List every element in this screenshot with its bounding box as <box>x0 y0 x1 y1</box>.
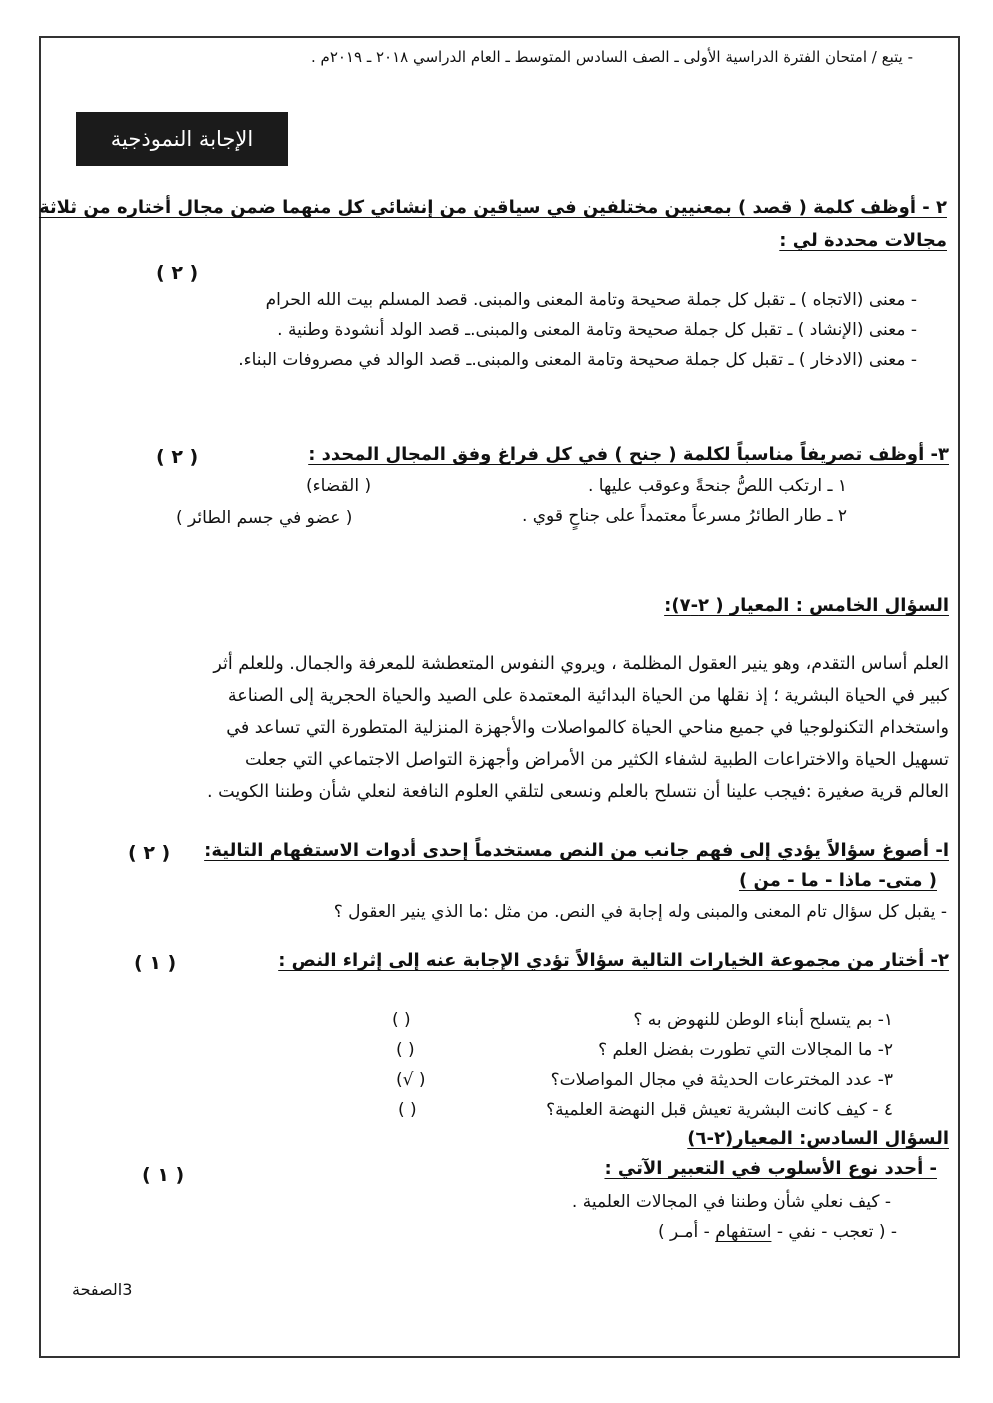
q5-option-1: ١- بم يتسلح أبناء الوطن للنهوض به ؟ <box>633 1010 893 1030</box>
q5-sub1-answer: - يقبل كل سؤال تام المعنى والمبنى وله إجابة في النص. من مثل :ما الذي ينير العقول ؟ <box>333 902 947 922</box>
model-answer-label: الإجابة النموذجية <box>76 112 288 166</box>
q2-prompt-line1: ٢ - أوظف كلمة ( قصد ) بمعنيين مختلفين في سياقين من إنشائي كل منهما ضمن مجال أختاره من ثلاثة <box>38 197 947 218</box>
q5-sub2-marks: ( ١ ) <box>134 952 177 974</box>
exam-header: - يتبع / امتحان الفترة الدراسية الأولى ـ الصف السادس المتوسط ـ العام الدراسي ٢٠١٨ ـ ٢٠١٩م . <box>310 48 913 66</box>
q2-line-1: - معنى (الاتجاه ) ـ تقبل كل جملة صحيحة وتامة المعنى والمبنى. قصد المسلم بيت الله الحرام <box>265 290 917 310</box>
q3-item-2-field: ( عضو في جسم الطائر ) <box>176 508 353 528</box>
q6-choices-suffix: - أمـر ) <box>658 1222 716 1242</box>
q6-sentence: - كيف نعلي شأن وطننا في المجالات العلمية . <box>571 1192 891 1212</box>
q5-option-4: ٤ - كيف كانت البشرية تعيش قبل النهضة العلمية؟ <box>546 1100 893 1120</box>
q5-paragraph-line-2: كبير في الحياة البشرية ؛ إذ نقلها من الحياة البدائية المعتمدة على الصيد والحياة الحجرية إلى الصناعة <box>227 686 949 706</box>
q6-choices-prefix: - ( تعجب - نفي - <box>771 1222 897 1242</box>
q5-sub1-marks: ( ٢ ) <box>128 842 171 864</box>
q6-choices-answer: استفهام <box>715 1222 772 1242</box>
q5-option-3: ٣- عدد المخترعات الحديثة في مجال المواصلات؟ <box>550 1070 893 1090</box>
q3-item-1-text: ١ ـ ارتكب اللصُّ جنحةً وعوقب عليها . <box>587 476 847 496</box>
q3-marks: ( ٢ ) <box>156 446 199 468</box>
q5-title: السؤال الخامس : المعيار ( ٢-٧): <box>664 595 949 616</box>
q3-item-1-field: ( القضاء) <box>306 476 372 496</box>
q5-option-2: ٢- ما المجالات التي تطورت بفضل العلم ؟ <box>598 1040 893 1060</box>
q5-paragraph-line-3: واستخدام التكنولوجيا في جميع مناحي الحياة كالمواصلات والأجهزة المنزلية المتطورة التي تساعد في <box>226 718 949 738</box>
q5-option-3-box-checked: ( √) <box>396 1070 426 1090</box>
q6-marks: ( ١ ) <box>142 1164 185 1186</box>
q6-prompt: - أحدد نوع الأسلوب في التعبير الآتي : <box>604 1158 937 1179</box>
q6-title: السؤال السادس: المعيار(٢-٦) <box>687 1128 949 1149</box>
q5-sub1-prompt: ا- أصوغ سؤالاً يؤدي إلى فهم جانب من النص مستخدماً إحدى أدوات الاستفهام التالية: <box>204 840 949 861</box>
q3-prompt: ٣- أوظف تصريفاً مناسباً لكلمة ( جنح ) في كل فراغ وفق المجال المحدد : <box>308 444 949 465</box>
q5-option-1-box: ( ) <box>392 1010 411 1030</box>
q5-sub2-prompt: ٢- أختار من مجموعة الخيارات التالية سؤالاً تؤدي الإجابة عنه إلى إثراء النص : <box>278 950 949 971</box>
q3-item-2-text: ٢ ـ طار الطائرُ مسرعاً معتمداً على جناحٍ قوي . <box>521 506 847 526</box>
page-number: 3الصفحة <box>72 1280 133 1299</box>
q5-sub1-tools: ( متى- ماذا - ما - من ) <box>739 870 937 891</box>
q5-paragraph-line-4: تسهيل الحياة والاختراعات الطبية لشفاء الكثير من الأمراض وأجهزة التواصل الاجتماعي التي جعلت <box>244 750 949 770</box>
q2-prompt-line2: مجالات محددة لي : <box>779 230 947 251</box>
q2-marks: ( ٢ ) <box>156 262 199 284</box>
q6-choices <box>658 1222 897 1242</box>
q5-paragraph-line-1: العلم أساس التقدم، وهو ينير العقول المظلمة ، ويروي النفوس المتعطشة للمعرفة والجمال. وللعلم أثر <box>213 654 949 674</box>
q5-option-4-box: ( ) <box>398 1100 417 1120</box>
q2-line-2: - معنى (الإنشاد ) ـ تقبل كل جملة صحيحة وتامة المعنى والمبنى.ـ قصد الولد أنشودة وطنية . <box>277 320 917 340</box>
q2-line-3: - معنى (الادخار ) ـ تقبل كل جملة صحيحة وتامة المعنى والمبنى.ـ قصد الوالد في مصروفات البناء. <box>238 350 917 370</box>
q5-paragraph-line-5: العالم قرية صغيرة :فيجب علينا أن نتسلح بالعلم ونسعى لتلقي العلوم النافعة لنعلي شأن وطننا الكويت . <box>207 782 949 802</box>
q5-option-2-box: ( ) <box>396 1040 415 1060</box>
